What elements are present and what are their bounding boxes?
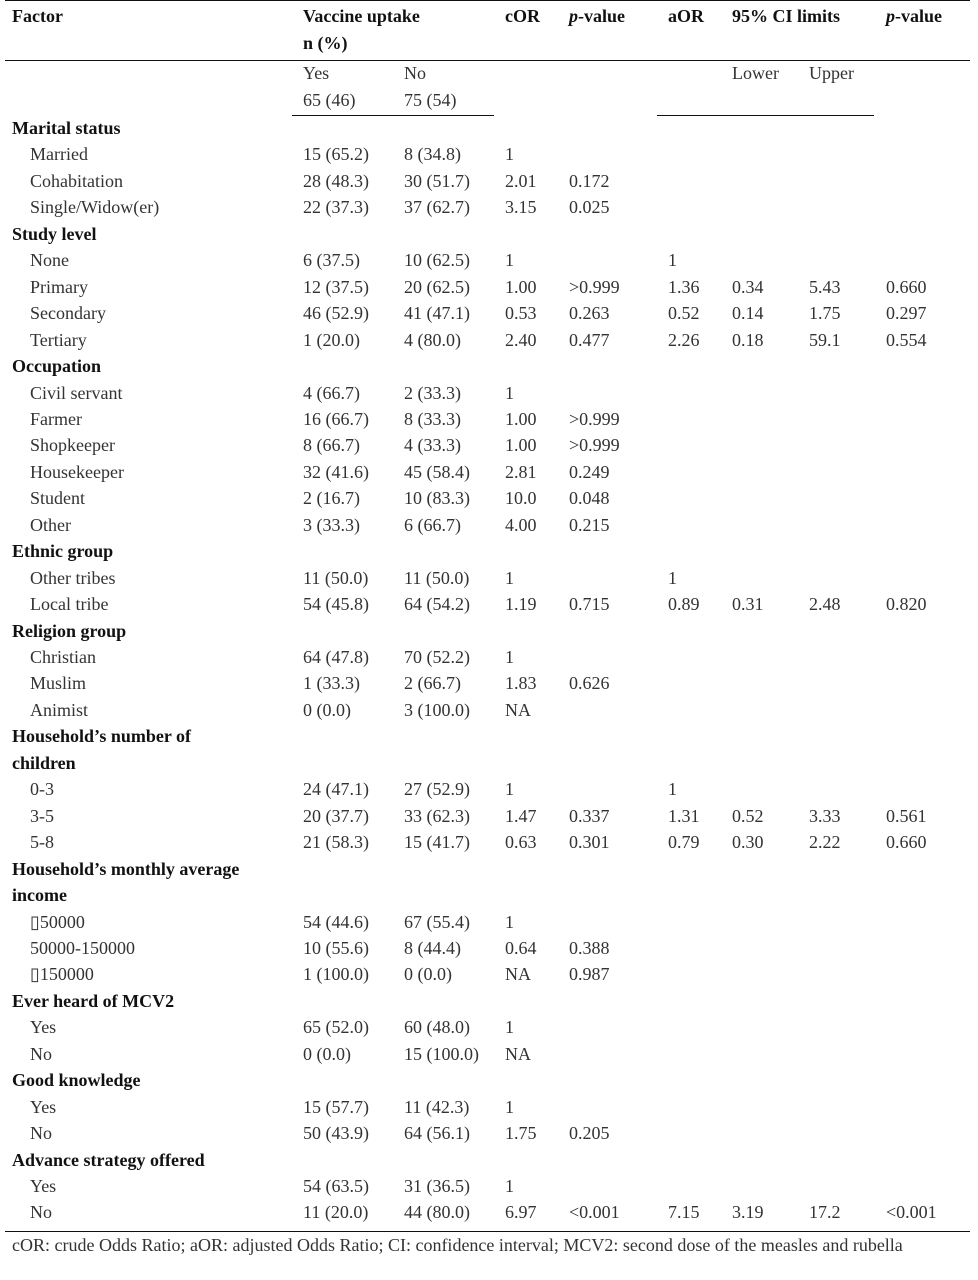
ci-upper-cell: 3.33 [809, 805, 841, 826]
aor-cell: 1 [668, 250, 677, 271]
yes-cell: 11 (20.0) [303, 1202, 369, 1223]
header-cor: cOR [505, 6, 540, 26]
table-row [0, 670, 978, 696]
cor-cell: 1 [505, 1017, 514, 1038]
aor-cell: 7.15 [668, 1202, 700, 1223]
section-row [0, 1147, 978, 1173]
section-label: Advance strategy offered [12, 1149, 205, 1170]
section-label: Religion group [12, 620, 127, 641]
cor-cell: 1.47 [505, 805, 537, 826]
factor-cell: No [30, 1123, 52, 1144]
table-row [0, 459, 978, 485]
yes-cell: 22 (37.3) [303, 197, 369, 218]
factor-cell: Shopkeeper [30, 435, 115, 456]
yes-cell: 50 (43.9) [303, 1123, 369, 1144]
yes-cell: 54 (44.6) [303, 911, 369, 932]
factor-cell: Single/Widow(er) [30, 197, 160, 218]
cor-cell: NA [505, 1043, 531, 1064]
subheader-yes-n: 65 (46) [303, 90, 356, 110]
yes-cell: 1 (100.0) [303, 964, 369, 985]
table-row [0, 829, 978, 855]
no-cell: 6 (66.7) [404, 514, 461, 535]
cor-cell: 0.53 [505, 303, 537, 324]
yes-cell: 12 (37.5) [303, 276, 369, 297]
p-value-adjusted-cell: 0.561 [886, 805, 927, 826]
table-row [0, 141, 978, 167]
p-value-crude-cell: 0.987 [569, 964, 610, 985]
cor-cell: 0.64 [505, 937, 537, 958]
section-label: Ethnic group [12, 541, 114, 562]
no-cell: 8 (44.4) [404, 937, 461, 958]
yes-cell: 10 (55.6) [303, 937, 369, 958]
factor-cell: Yes [30, 1176, 57, 1196]
yes-cell: 54 (45.8) [303, 594, 369, 615]
cor-cell: 3.15 [505, 197, 537, 218]
no-cell: 15 (41.7) [404, 832, 470, 853]
p-value-crude-cell: 0.626 [569, 673, 610, 694]
factor-cell: ▯150000 [30, 964, 94, 985]
table-row [0, 247, 978, 273]
header-p-value-crude [569, 3, 625, 29]
no-cell: 4 (80.0) [404, 329, 461, 350]
table-row [0, 961, 978, 987]
table-top-rule [5, 0, 970, 1]
no-cell: 3 (100.0) [404, 699, 470, 720]
p-value-crude-cell: 0.337 [569, 805, 610, 826]
table-row [0, 565, 978, 591]
factor-cell: No [30, 1202, 52, 1223]
no-cell: 27 (52.9) [404, 779, 470, 800]
table-row [0, 380, 978, 406]
p-value-adjusted-cell: 0.660 [886, 276, 927, 297]
factor-cell: 0-3 [30, 779, 54, 800]
ci-lower-cell: 0.18 [732, 329, 764, 350]
section-label: children [12, 752, 76, 773]
factor-cell: Student [30, 488, 86, 509]
table-row [0, 406, 978, 432]
no-cell: 15 (100.0) [404, 1043, 479, 1064]
factor-cell: 3-5 [30, 805, 54, 826]
yes-cell: 11 (50.0) [303, 567, 369, 588]
no-cell: 10 (83.3) [404, 488, 470, 509]
p-value-adjusted-cell: 0.297 [886, 303, 927, 324]
yes-cell: 24 (47.1) [303, 779, 369, 800]
yes-cell: 64 (47.8) [303, 647, 369, 667]
p-value-crude-cell: 0.215 [569, 514, 610, 535]
no-cell: 60 (48.0) [404, 1017, 470, 1038]
header-p-italic: p [569, 6, 578, 26]
table-row [0, 432, 978, 458]
section-label: income [12, 885, 67, 906]
table-row [0, 591, 978, 617]
p-value-crude-cell: 0.263 [569, 303, 610, 324]
ci-upper-cell: 1.75 [809, 303, 841, 324]
factor-cell: Housekeeper [30, 461, 124, 482]
factor-cell: Farmer [30, 408, 82, 429]
table-row [0, 274, 978, 300]
cor-cell: 1.00 [505, 408, 537, 429]
subheader-no: No [404, 63, 426, 83]
cor-cell: 1 [505, 779, 514, 800]
section-row [0, 1067, 978, 1093]
cor-cell: 1 [505, 1176, 514, 1196]
header-n-percent: n (%) [303, 33, 348, 53]
p-value-crude-cell: 0.025 [569, 197, 610, 218]
no-cell: 11 (42.3) [404, 1096, 470, 1117]
cor-cell: 2.40 [505, 329, 537, 350]
table-row [0, 1173, 978, 1199]
ci-lower-cell: 0.31 [732, 594, 764, 615]
yes-cell: 8 (66.7) [303, 435, 360, 456]
table-row [0, 644, 978, 670]
cor-cell: 0.63 [505, 832, 537, 853]
yes-cell: 65 (52.0) [303, 1017, 369, 1038]
ci-upper-cell: 59.1 [809, 329, 841, 350]
factor-cell: Other [30, 514, 71, 535]
subheader-yes: Yes [303, 63, 330, 83]
no-cell: 8 (34.8) [404, 144, 461, 165]
factor-cell: Married [30, 144, 88, 165]
subheader-lower: Lower [732, 63, 779, 83]
section-label: Study level [12, 223, 97, 244]
factor-cell: Secondary [30, 303, 106, 324]
p-value-crude-cell: 0.477 [569, 329, 610, 350]
ci-upper-cell: 17.2 [809, 1202, 841, 1223]
cor-cell: 1 [505, 144, 514, 165]
no-cell: 31 (36.5) [404, 1176, 470, 1196]
yes-cell: 28 (48.3) [303, 170, 369, 191]
subheader-no-n: 75 (54) [404, 90, 457, 110]
no-cell: 33 (62.3) [404, 805, 470, 826]
p-value-crude-cell: 0.715 [569, 594, 610, 615]
cor-cell: 1.75 [505, 1123, 537, 1144]
cor-cell: 1.83 [505, 673, 537, 694]
p-value-crude-cell: 0.301 [569, 832, 610, 853]
yes-cell: 21 (58.3) [303, 832, 369, 853]
p-value-crude-cell: 0.048 [569, 488, 610, 509]
yes-cell: 1 (33.3) [303, 673, 360, 694]
header-vaccine-uptake: Vaccine uptake [303, 6, 420, 26]
no-cell: 37 (62.7) [404, 197, 470, 218]
yes-cell: 6 (37.5) [303, 250, 360, 271]
header-p-value-adjusted [886, 3, 942, 29]
no-cell: 10 (62.5) [404, 250, 470, 271]
header-ci-limits: 95% CI limits [732, 6, 840, 26]
cor-cell: 1 [505, 567, 514, 588]
ci-upper-cell: 2.48 [809, 594, 841, 615]
factor-cell: Primary [30, 276, 88, 297]
section-label: Ever heard of MCV2 [12, 990, 175, 1011]
cor-cell: 1 [505, 1096, 514, 1117]
table-row [0, 1094, 978, 1120]
section-row [0, 750, 978, 776]
cor-cell: 2.81 [505, 461, 537, 482]
aor-cell: 1 [668, 567, 677, 588]
p-value-crude-cell: 0.205 [569, 1123, 610, 1144]
cor-cell: 6.97 [505, 1202, 537, 1223]
section-row [0, 988, 978, 1014]
no-cell: 64 (56.1) [404, 1123, 470, 1144]
aor-cell: 2.26 [668, 329, 700, 350]
table-row [0, 512, 978, 538]
section-label: Occupation [12, 356, 102, 377]
ci-lower-cell: 0.52 [732, 805, 764, 826]
p-value-crude-cell: >0.999 [569, 435, 620, 456]
header-p2-italic: p [886, 6, 895, 26]
p-value-adjusted-cell: 0.820 [886, 594, 927, 615]
no-cell: 41 (47.1) [404, 303, 470, 324]
section-label: Marital status [12, 118, 121, 138]
table-row [0, 1041, 978, 1067]
cor-cell: 4.00 [505, 514, 537, 535]
header-factor: Factor [12, 6, 63, 26]
p-value-adjusted-cell: 0.554 [886, 329, 927, 350]
factor-cell: Animist [30, 699, 89, 720]
section-row [0, 353, 978, 379]
yes-cell: 15 (65.2) [303, 144, 369, 165]
p-value-crude-cell: 0.249 [569, 461, 610, 482]
aor-cell: 1.36 [668, 276, 700, 297]
ci-lower-cell: 0.14 [732, 303, 764, 324]
cor-cell: 1 [505, 911, 514, 932]
cor-cell: 1.00 [505, 435, 537, 456]
yes-cell: 15 (57.7) [303, 1096, 369, 1117]
cor-cell: 10.0 [505, 488, 537, 509]
no-cell: 4 (33.3) [404, 435, 461, 456]
factor-cell: Local tribe [30, 594, 109, 615]
table-row [0, 327, 978, 353]
factor-cell: Muslim [30, 673, 87, 694]
aor-cell: 1.31 [668, 805, 700, 826]
section-row [0, 115, 978, 141]
ci-upper-cell: 2.22 [809, 832, 841, 853]
no-cell: 70 (52.2) [404, 647, 470, 667]
p-value-crude-cell: 0.172 [569, 170, 610, 191]
cor-cell: 2.01 [505, 170, 537, 191]
table-row [0, 1120, 978, 1146]
factor-cell: Other tribes [30, 567, 116, 588]
yes-cell: 0 (0.0) [303, 1043, 351, 1064]
p-value-crude-cell: 0.388 [569, 937, 610, 958]
ci-upper-cell: 5.43 [809, 276, 841, 297]
no-cell: 67 (55.4) [404, 911, 470, 932]
p-value-adjusted-cell: 0.660 [886, 832, 927, 853]
factor-cell: 50000-150000 [30, 937, 135, 958]
no-cell: 44 (80.0) [404, 1202, 470, 1223]
yes-cell: 32 (41.6) [303, 461, 369, 482]
section-row [0, 538, 978, 564]
no-cell: 2 (33.3) [404, 382, 461, 403]
table-row [0, 909, 978, 935]
p-value-crude-cell: <0.001 [569, 1202, 620, 1223]
factor-cell: Yes [30, 1017, 57, 1038]
yes-cell: 46 (52.9) [303, 303, 369, 324]
factor-cell: ▯50000 [30, 911, 85, 932]
ci-lower-cell: 0.30 [732, 832, 764, 853]
yes-cell: 1 (20.0) [303, 329, 360, 350]
factor-cell: Christian [30, 647, 96, 667]
no-cell: 20 (62.5) [404, 276, 470, 297]
table-bottom-rule [5, 1231, 970, 1232]
aor-cell: 1 [668, 779, 677, 800]
table-row [0, 300, 978, 326]
yes-cell: 20 (37.7) [303, 805, 369, 826]
cor-cell: 1.00 [505, 276, 537, 297]
section-row [0, 882, 978, 908]
section-label: Good knowledge [12, 1070, 141, 1091]
no-cell: 8 (33.3) [404, 408, 461, 429]
subheader-upper: Upper [809, 63, 854, 83]
factor-cell: Cohabitation [30, 170, 123, 191]
section-row [0, 723, 978, 749]
header-aor: aOR [668, 6, 704, 26]
p-value-adjusted-cell: <0.001 [886, 1202, 937, 1223]
p-value-crude-cell: >0.999 [569, 408, 620, 429]
ci-lower-cell: 3.19 [732, 1202, 764, 1223]
table-row [0, 1199, 978, 1225]
yes-cell: 54 (63.5) [303, 1176, 369, 1196]
factor-cell: None [30, 250, 69, 271]
no-cell: 11 (50.0) [404, 567, 470, 588]
header-p2-rest: -value [895, 6, 942, 26]
yes-cell: 3 (33.3) [303, 514, 360, 535]
section-row [0, 618, 978, 644]
factor-cell: Tertiary [30, 329, 87, 350]
ci-lower-cell: 0.34 [732, 276, 764, 297]
cor-cell: NA [505, 964, 531, 985]
no-cell: 45 (58.4) [404, 461, 470, 482]
yes-cell: 4 (66.7) [303, 382, 360, 403]
no-cell: 0 (0.0) [404, 964, 452, 985]
yes-cell: 2 (16.7) [303, 488, 360, 509]
cor-cell: 1 [505, 647, 514, 667]
yes-cell: 0 (0.0) [303, 699, 351, 720]
table-row [0, 168, 978, 194]
table-row [0, 194, 978, 220]
table-row [0, 776, 978, 802]
no-cell: 30 (51.7) [404, 170, 470, 191]
factor-cell: Civil servant [30, 382, 123, 403]
table-row [0, 485, 978, 511]
section-label: Household’s number of [12, 726, 192, 747]
cor-cell: 1 [505, 382, 514, 403]
p-value-crude-cell: >0.999 [569, 276, 620, 297]
section-label: Household’s monthly average [12, 858, 240, 879]
table-row [0, 935, 978, 961]
section-row [0, 221, 978, 247]
yes-cell: 16 (66.7) [303, 408, 369, 429]
no-cell: 2 (66.7) [404, 673, 461, 694]
table-footnote: cOR: crude Odds Ratio; aOR: adjusted Odds Ratio; CI: confidence interval; MCV2: second dose of the measles and rubella [12, 1235, 903, 1255]
header-p-rest: -value [578, 6, 625, 26]
table-row [0, 1014, 978, 1040]
table-row [0, 803, 978, 829]
factor-cell: No [30, 1043, 52, 1064]
cor-cell: 1 [505, 250, 514, 271]
factor-cell: 5-8 [30, 832, 54, 853]
cor-cell: 1.19 [505, 594, 537, 615]
aor-cell: 0.52 [668, 303, 700, 324]
cor-cell: NA [505, 699, 531, 720]
section-row [0, 856, 978, 882]
factor-cell: Yes [30, 1096, 57, 1117]
no-cell: 64 (54.2) [404, 594, 470, 615]
aor-cell: 0.89 [668, 594, 700, 615]
table-row [0, 697, 978, 723]
aor-cell: 0.79 [668, 832, 700, 853]
